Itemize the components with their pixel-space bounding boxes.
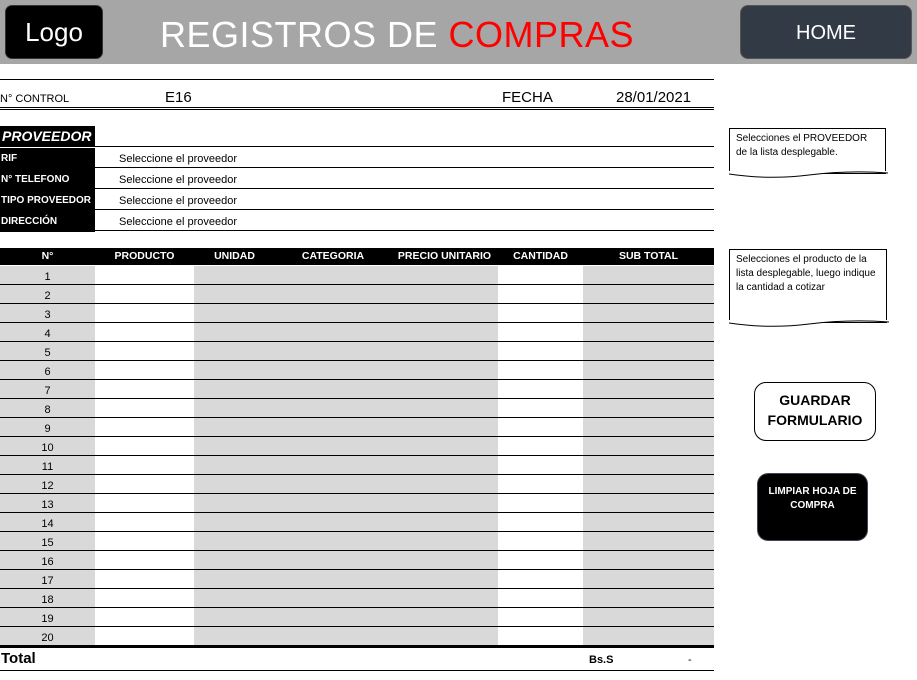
table-row (0, 304, 714, 323)
cell-unit[interactable] (194, 513, 275, 531)
row-number: 13 (41, 499, 54, 511)
provider-rif-label: RIF (0, 148, 95, 169)
provider-phone-value[interactable]: Seleccione el proveedor (119, 174, 238, 186)
total-label: Total (1, 650, 36, 667)
table-row (0, 532, 714, 551)
table-row (0, 570, 714, 589)
cell-quantity[interactable] (498, 589, 583, 607)
cell-product[interactable] (95, 437, 194, 455)
table-row (0, 285, 714, 304)
cell-quantity[interactable] (498, 513, 583, 531)
divider (0, 109, 714, 110)
cell-subtotal[interactable] (583, 513, 714, 531)
provider-phone-label: N° TELEFONO (0, 169, 95, 190)
cell-subtotal[interactable] (583, 608, 714, 626)
cell-unit-price[interactable] (391, 589, 498, 607)
cell-subtotal[interactable] (583, 304, 714, 322)
cell-subtotal[interactable] (583, 361, 714, 379)
cell-unit-price[interactable] (391, 418, 498, 436)
table-row (0, 627, 714, 646)
provider-address-label: DIRECCIÓN (0, 211, 95, 232)
table-header (0, 248, 714, 265)
row-number: 12 (41, 480, 54, 492)
row-number: 14 (41, 518, 54, 530)
cell-product[interactable] (95, 342, 194, 360)
cell-unit-price[interactable] (391, 380, 498, 398)
cell-unit[interactable] (194, 570, 275, 588)
cell-product[interactable] (95, 551, 194, 569)
row-number: 19 (41, 613, 54, 625)
cell-unit[interactable] (194, 418, 275, 436)
cell-product[interactable] (95, 608, 194, 626)
table-row (0, 437, 714, 456)
row-number: 8 (44, 404, 51, 416)
cell-unit[interactable] (194, 551, 275, 569)
cell-quantity[interactable] (498, 266, 583, 284)
page-title-main: REGISTROS DE (160, 14, 449, 55)
cell-unit-price[interactable] (391, 285, 498, 303)
cell-category[interactable] (275, 608, 391, 626)
page-title-accent: COMPRAS (448, 14, 635, 55)
row-number: 17 (41, 575, 54, 587)
cell-unit[interactable] (194, 323, 275, 341)
cell-category[interactable] (275, 437, 391, 455)
cell-product[interactable] (95, 475, 194, 493)
cell-unit-price[interactable] (391, 342, 498, 360)
control-number-value[interactable]: E16 (165, 89, 192, 106)
row-number: 6 (44, 366, 51, 378)
provider-help-note (729, 128, 886, 174)
row-number: 5 (44, 347, 51, 359)
cell-product[interactable] (95, 361, 194, 379)
cell-unit[interactable] (194, 361, 275, 379)
cell-unit[interactable] (194, 608, 275, 626)
cell-unit-price[interactable] (391, 513, 498, 531)
cell-unit-price[interactable] (391, 627, 498, 645)
table-row (0, 399, 714, 418)
cell-product[interactable] (95, 532, 194, 550)
column-header-product: PRODUCTO (114, 250, 175, 262)
divider (0, 79, 714, 80)
cell-quantity[interactable] (498, 570, 583, 588)
cell-subtotal[interactable] (583, 532, 714, 550)
divider (0, 167, 714, 168)
provider-address-value[interactable]: Seleccione el proveedor (119, 216, 238, 228)
cell-category[interactable] (275, 323, 391, 341)
cell-unit[interactable] (194, 380, 275, 398)
currency-label: Bs.S (589, 654, 614, 666)
cell-unit[interactable] (194, 456, 275, 474)
cell-quantity[interactable] (498, 532, 583, 550)
logo (6, 6, 102, 58)
cell-category[interactable] (275, 380, 391, 398)
cell-subtotal[interactable] (583, 475, 714, 493)
clear-sheet-button[interactable] (758, 474, 867, 540)
clear-sheet-label: LIMPIAR HOJA DE COMPRA (768, 486, 857, 511)
cell-category[interactable] (275, 342, 391, 360)
table-row (0, 494, 714, 513)
column-header-category: CATEGORIA (301, 250, 365, 262)
divider (0, 146, 714, 147)
cell-subtotal[interactable] (583, 342, 714, 360)
cell-subtotal[interactable] (583, 456, 714, 474)
cell-unit[interactable] (194, 285, 275, 303)
divider (0, 230, 714, 231)
date-value[interactable]: 28/01/2021 (616, 89, 692, 106)
cell-unit-price[interactable] (391, 399, 498, 417)
cell-subtotal[interactable] (583, 589, 714, 607)
row-number: 11 (41, 461, 54, 473)
cell-quantity[interactable] (498, 551, 583, 569)
cell-unit-price[interactable] (391, 437, 498, 455)
cell-category[interactable] (275, 551, 391, 569)
row-number: 3 (44, 309, 51, 321)
cell-product[interactable] (95, 589, 194, 607)
cell-category[interactable] (275, 475, 391, 493)
home-button-label: HOME (796, 22, 856, 44)
cell-product[interactable] (95, 285, 194, 303)
cell-subtotal[interactable] (583, 437, 714, 455)
cell-unit[interactable] (194, 494, 275, 512)
cell-subtotal[interactable] (583, 266, 714, 284)
cell-unit[interactable] (194, 532, 275, 550)
column-header-subtotal: SUB TOTAL (618, 250, 679, 262)
cell-product[interactable] (95, 380, 194, 398)
row-number: 18 (41, 594, 54, 606)
cell-unit[interactable] (194, 304, 275, 322)
product-help-text: Selecciones el producto de la lista desplegable, luego indique la cantidad a cotizar (736, 254, 876, 293)
cell-quantity[interactable] (498, 399, 583, 417)
cell-unit[interactable] (194, 627, 275, 645)
cell-quantity[interactable] (498, 285, 583, 303)
cell-subtotal[interactable] (583, 551, 714, 569)
cell-quantity[interactable] (498, 323, 583, 341)
table-row (0, 456, 714, 475)
cell-quantity[interactable] (498, 475, 583, 493)
cell-category[interactable] (275, 361, 391, 379)
table-row (0, 266, 714, 285)
column-header-unit-price: PRECIO UNITARIO (397, 250, 492, 262)
cell-quantity[interactable] (498, 608, 583, 626)
cell-quantity[interactable] (498, 380, 583, 398)
cell-category[interactable] (275, 532, 391, 550)
cell-category[interactable] (275, 513, 391, 531)
home-button[interactable] (740, 5, 912, 59)
cell-unit[interactable] (194, 266, 275, 284)
table-row (0, 342, 714, 361)
table-row (0, 475, 714, 494)
row-number: 9 (44, 423, 51, 435)
table-row (0, 323, 714, 342)
cell-product[interactable] (95, 570, 194, 588)
cell-product[interactable] (95, 513, 194, 531)
cell-product[interactable] (95, 418, 194, 436)
cell-product[interactable] (95, 304, 194, 322)
cell-product[interactable] (95, 323, 194, 341)
provider-type-label: TIPO PROVEEDOR (0, 190, 95, 211)
cell-category[interactable] (275, 418, 391, 436)
cell-product[interactable] (95, 399, 194, 417)
column-header-number: N° (41, 250, 54, 262)
save-form-label: GUARDAR FORMULARIO (767, 392, 863, 428)
cell-quantity[interactable] (498, 456, 583, 474)
cell-quantity[interactable] (498, 418, 583, 436)
cell-unit[interactable] (194, 342, 275, 360)
cell-quantity[interactable] (498, 437, 583, 455)
cell-subtotal[interactable] (583, 323, 714, 341)
save-form-button[interactable] (754, 382, 876, 441)
divider (0, 188, 714, 189)
cell-subtotal[interactable] (583, 418, 714, 436)
divider (0, 209, 714, 210)
cell-quantity[interactable] (498, 494, 583, 512)
row-number: 1 (44, 271, 51, 283)
date-label: FECHA (502, 89, 553, 106)
cell-unit-price[interactable] (391, 266, 498, 284)
cell-subtotal[interactable] (583, 627, 714, 645)
cell-category[interactable] (275, 494, 391, 512)
table-row (0, 589, 714, 608)
note-wave-icon (729, 320, 889, 328)
provider-type-value[interactable]: Seleccione el proveedor (119, 195, 238, 207)
cell-category[interactable] (275, 266, 391, 284)
cell-product[interactable] (95, 494, 194, 512)
cell-category[interactable] (275, 399, 391, 417)
cell-category[interactable] (275, 627, 391, 645)
column-header-unit: UNIDAD (214, 250, 255, 262)
row-number: 4 (44, 328, 51, 340)
cell-subtotal[interactable] (583, 380, 714, 398)
row-number: 2 (44, 290, 51, 302)
table-row (0, 380, 714, 399)
table-row (0, 418, 714, 437)
control-number-label: N° CONTROL (0, 93, 70, 105)
cell-product[interactable] (95, 266, 194, 284)
cell-subtotal[interactable] (583, 399, 714, 417)
note-wave-icon (729, 171, 888, 179)
cell-unit[interactable] (194, 475, 275, 493)
cell-category[interactable] (275, 456, 391, 474)
cell-unit[interactable] (194, 437, 275, 455)
cell-product[interactable] (95, 627, 194, 645)
cell-quantity[interactable] (498, 361, 583, 379)
product-help-note (729, 249, 887, 323)
cell-subtotal[interactable] (583, 285, 714, 303)
cell-unit-price[interactable] (391, 304, 498, 322)
cell-unit-price[interactable] (391, 570, 498, 588)
cell-category[interactable] (275, 570, 391, 588)
row-number: 20 (41, 632, 54, 644)
table-row (0, 513, 714, 532)
provider-rif-value[interactable]: Seleccione el proveedor (119, 153, 238, 165)
provider-help-text: Selecciones el PROVEEDOR de la lista desplegable. (736, 133, 868, 158)
logo-text: Logo (25, 17, 83, 47)
cell-unit-price[interactable] (391, 475, 498, 493)
cell-subtotal[interactable] (583, 570, 714, 588)
cell-unit-price[interactable] (391, 361, 498, 379)
page-title (160, 10, 634, 60)
cell-quantity[interactable] (498, 627, 583, 645)
cell-unit-price[interactable] (391, 532, 498, 550)
table-row (0, 361, 714, 380)
cell-unit[interactable] (194, 399, 275, 417)
row-number: 15 (41, 537, 54, 549)
provider-section-title: PROVEEDOR (0, 126, 95, 147)
cell-category[interactable] (275, 304, 391, 322)
cell-product[interactable] (95, 456, 194, 474)
row-number: 7 (44, 385, 51, 397)
total-value: - (688, 654, 692, 666)
row-number: 10 (41, 442, 54, 454)
row-number: 16 (41, 556, 54, 568)
cell-unit-price[interactable] (391, 456, 498, 474)
cell-category[interactable] (275, 285, 391, 303)
divider (0, 646, 714, 648)
cell-unit-price[interactable] (391, 608, 498, 626)
cell-quantity[interactable] (498, 304, 583, 322)
cell-subtotal[interactable] (583, 494, 714, 512)
cell-quantity[interactable] (498, 342, 583, 360)
cell-unit-price[interactable] (391, 323, 498, 341)
table-row (0, 551, 714, 570)
cell-unit[interactable] (194, 589, 275, 607)
purchase-table (0, 266, 714, 646)
cell-unit-price[interactable] (391, 551, 498, 569)
divider (0, 107, 714, 108)
divider (0, 670, 714, 671)
cell-unit-price[interactable] (391, 494, 498, 512)
column-header-quantity: CANTIDAD (513, 250, 568, 262)
cell-category[interactable] (275, 589, 391, 607)
table-row (0, 608, 714, 627)
